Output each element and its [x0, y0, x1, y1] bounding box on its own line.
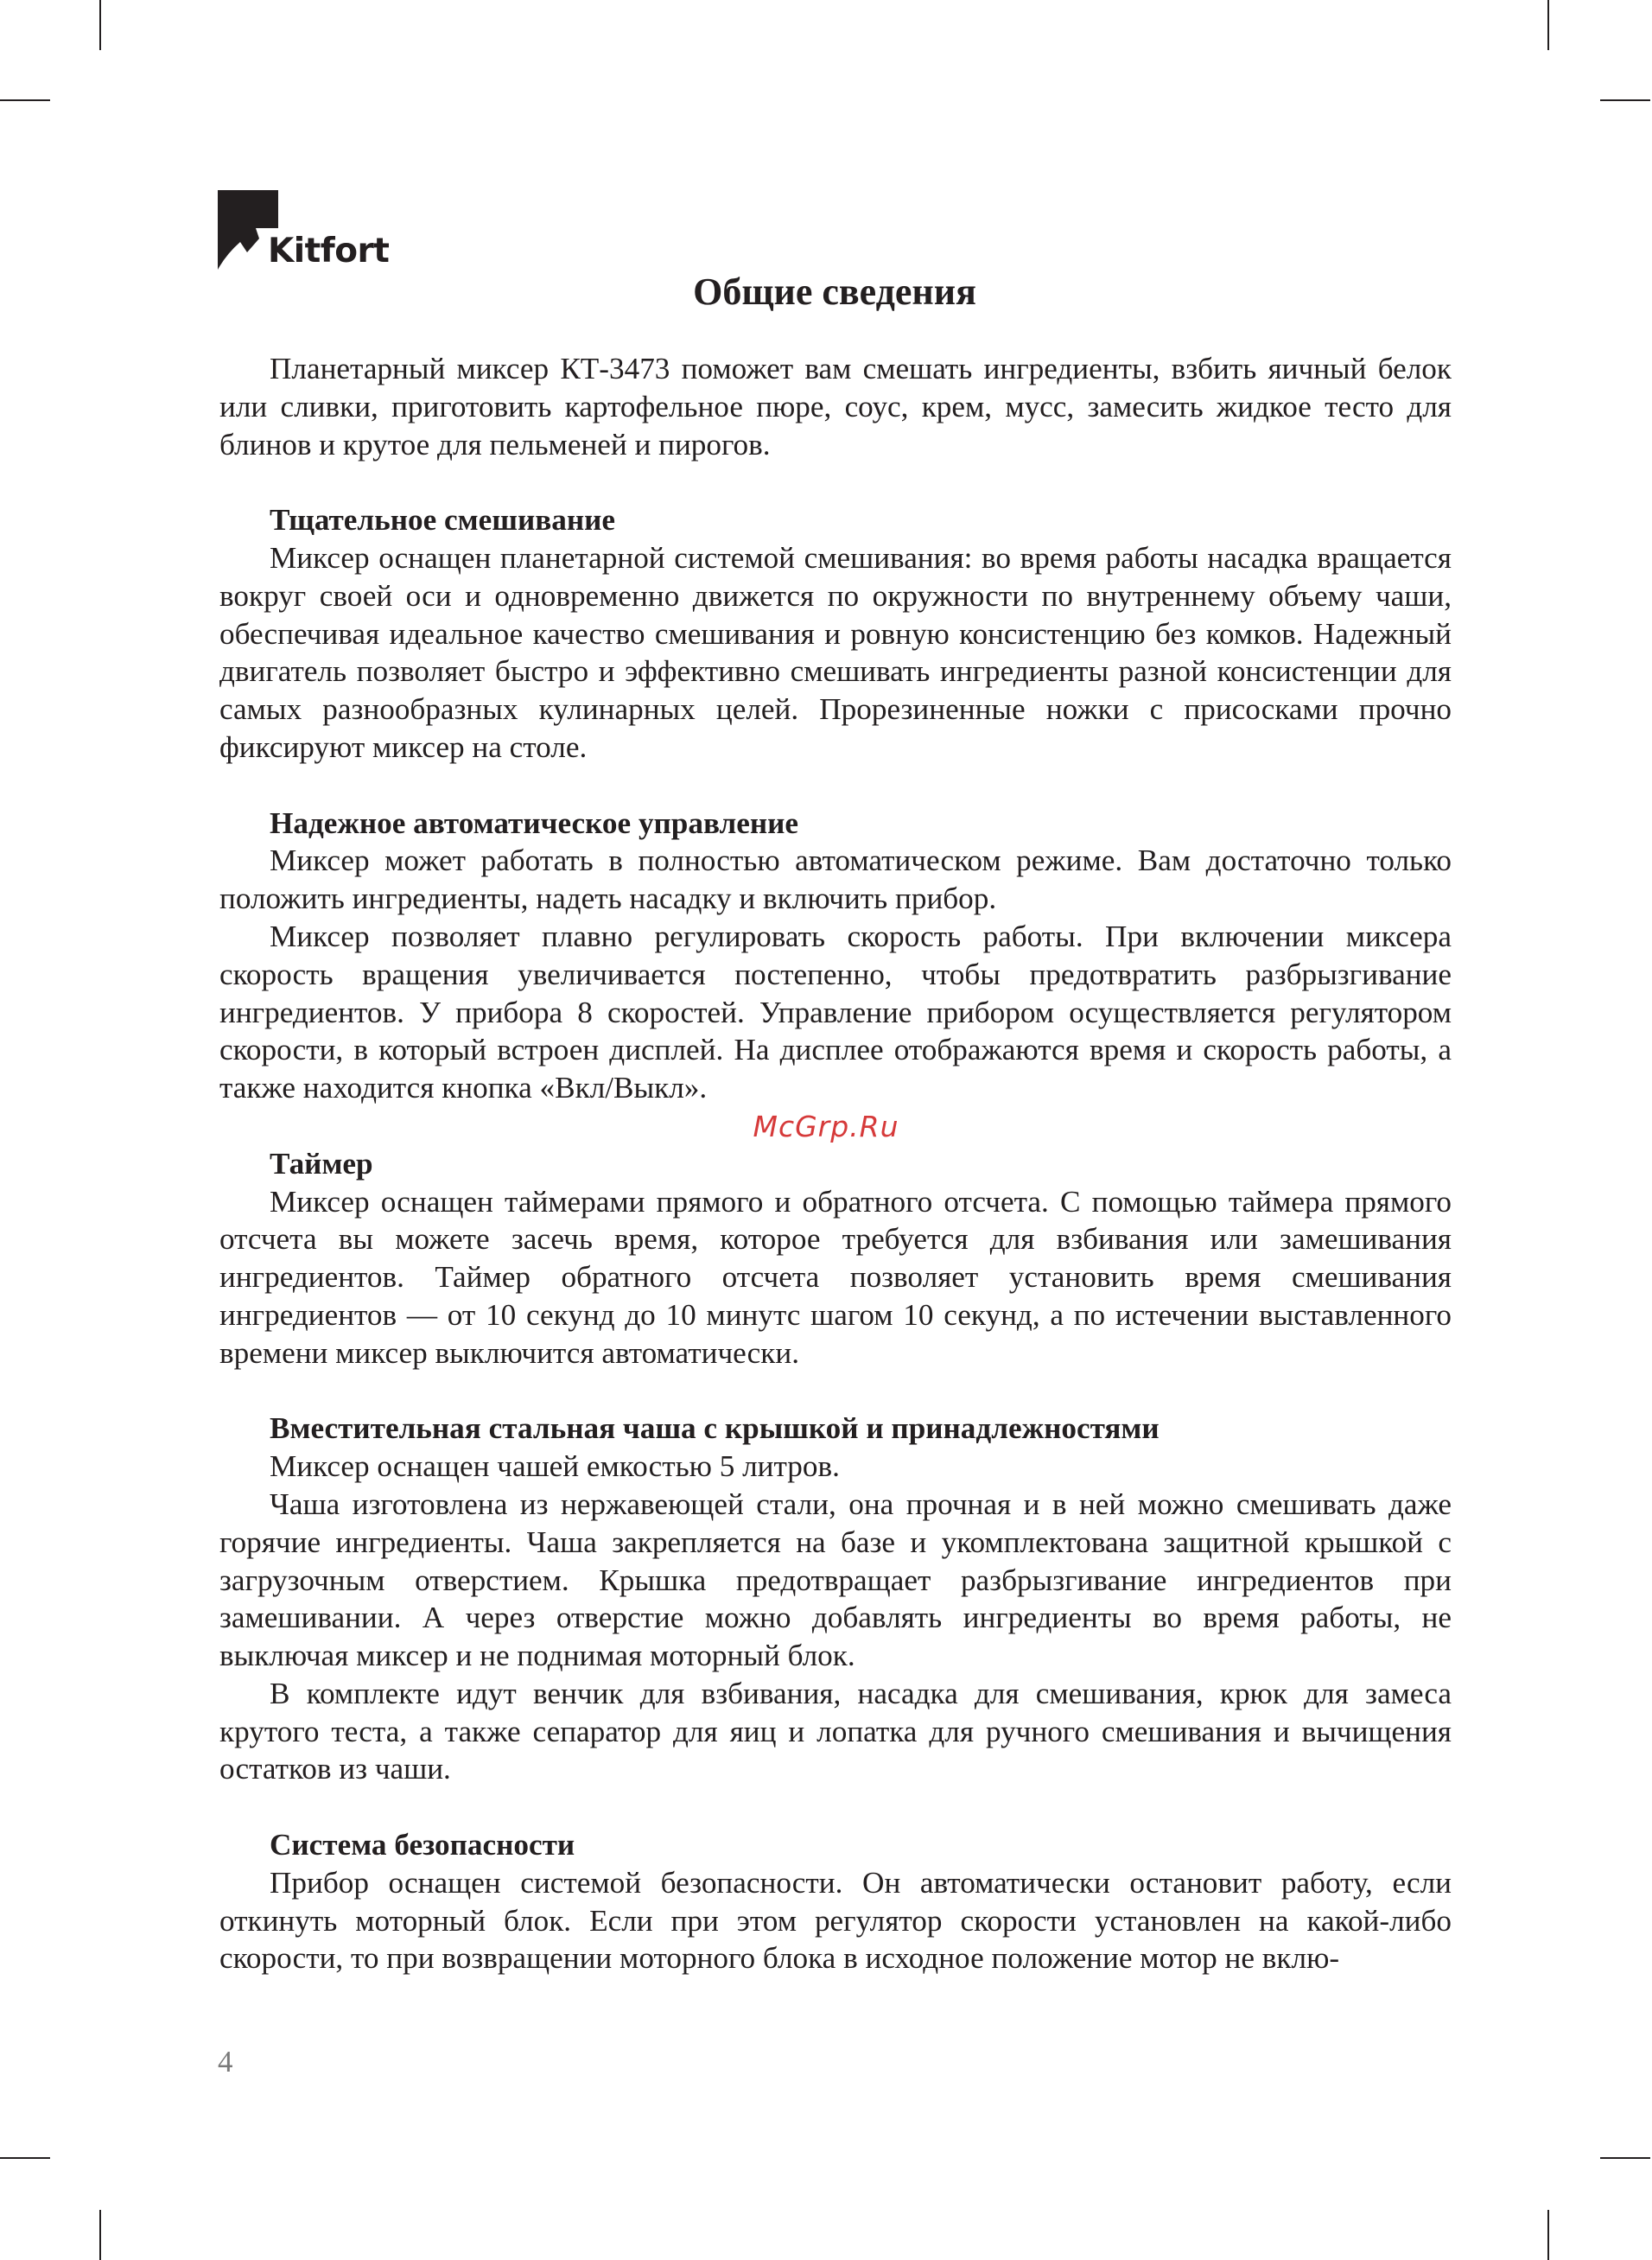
- crop-mark-bottom-left: [99, 2210, 101, 2260]
- crop-mark-left-bottom: [0, 2157, 50, 2159]
- crop-mark-top-right: [1547, 0, 1549, 50]
- section-paragraph: Миксер оснащен таймерами прямого и обратного отсчета. С помощью таймера прямого отсчета вы можете засечь время, которое требуется для взбивания или замешивания ингредиентов. Таймер обратного отсчета позволяет установить время смешивания ингредиентов — от 10 секунд до 10 минутс шагом 10 секунд, а по истечении выставленного времени миксер выключится автоматически.: [219, 1184, 1452, 1370]
- intro-paragraph: Планетарный миксер КТ-3473 поможет вам смешать ингредиенты, взбить яичный белок или сливки, приготовить картофельное пюре, соус, крем, мусс, замесить жидкое тесто для блинов и крутое для пельменей и пирогов.: [219, 352, 1452, 462]
- section-heading-timer: Таймер: [270, 1146, 373, 1181]
- watermark: McGrp.Ru: [753, 1110, 899, 1143]
- section-heading-bowl: Вместительная стальная чаша с крышкой и принадлежностями: [270, 1411, 1160, 1446]
- section-heading-mixing: Тщательное смешивание: [270, 503, 615, 538]
- section-paragraph: Миксер позволяет плавно регулировать скорость работы. При включении миксера скорость вращения увеличивается постепенно, чтобы предотвратить разбрызгивание ингредиентов. У прибора 8 скоростей. Управление прибором осуществляется регулятором скорости, в который встроен дисплей. На дисплее отображаются время и скорость работы, а также находится кнопка «Вкл/Выкл».: [219, 919, 1452, 1105]
- section-paragraph: Миксер может работать в полностью автоматическом режиме. Вам достаточно только положить ингредиенты, надеть насадку и включить прибор.: [219, 844, 1452, 916]
- page-number: 4: [218, 2045, 233, 2079]
- brand-logo: [218, 190, 391, 277]
- crop-mark-bottom-right: [1547, 2210, 1549, 2260]
- section-heading-control: Надежное автоматическое управление: [270, 805, 799, 840]
- section-paragraph: В комплекте идут венчик для взбивания, насадка для смешивания, крюк для замеса крутого теста, а также сепаратор для яиц и лопатка для ручного смешивания и вычищения остатков из чаши.: [219, 1676, 1452, 1786]
- page-title: Общие сведения: [693, 271, 976, 313]
- section-heading-safety: Система безопасности: [270, 1828, 575, 1862]
- section-paragraph: Миксер оснащен планетарной системой смешивания: во время работы насадка вращается вокруг своей оси и одновременно движется по окружности по внутреннему объему чаши, обеспечивая идеальное качество смешивания и ровную консистенцию без комков. Надежный двигатель позволяет быстро и эффективно смешивать ингредиенты разной консистенции для самых разнообразных кулинарных целей. Прорезиненные ножки с присосками прочно фиксируют миксер на столе.: [219, 540, 1452, 764]
- crop-mark-left-top: [0, 99, 50, 101]
- crop-mark-right-bottom: [1600, 2157, 1650, 2159]
- section-paragraph: Чаша изготовлена из нержавеющей стали, она прочная и в ней можно смешивать даже горячие ингредиенты. Чаша закрепляется на базе и укомплектована защитной крышкой с загрузочным отверстием. Крышка предотвращает разбрызгивание ингредиентов при замешивании. А через отверстие можно добавлять ингредиенты во время работы, не выключая миксер и не поднимая моторный блок.: [219, 1487, 1452, 1673]
- section-paragraph: Миксер оснащен чашей емкостью 5 литров.: [270, 1449, 840, 1484]
- crop-mark-top-left: [99, 0, 101, 50]
- crop-mark-right-top: [1600, 99, 1650, 101]
- document-body: [219, 350, 1452, 1977]
- brand-name: Kitfort: [268, 232, 390, 271]
- section-paragraph: Прибор оснащен системой безопасности. Он автоматически остановит работу, если откинуть моторный блок. Если при этом регулятор скорости установлен на какой-либо скорости, то при возвращении моторного блока в исходное положение мотор не вклю-: [219, 1865, 1452, 1976]
